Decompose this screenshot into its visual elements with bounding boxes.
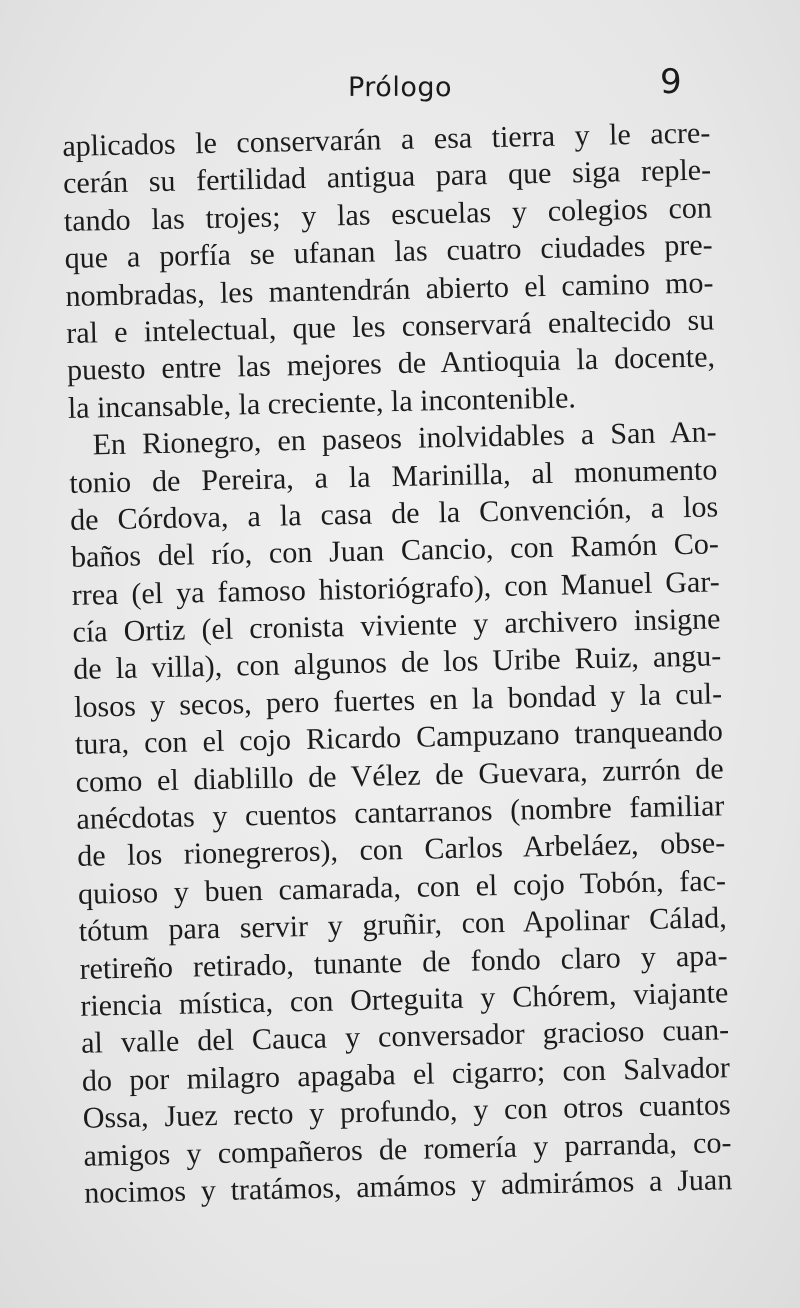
text-line: anécdotas y cuentos cantarranos (nombre familiar — [76, 789, 725, 836]
text-line: amigos y compañeros de romería y parranda, co- — [83, 1125, 732, 1173]
text-line: losos y secos, pero fuertes en la bondad y la cul- — [73, 677, 723, 724]
running-header: Prólogo — [347, 72, 452, 103]
text-line: aplicados le conservarán a esa tierra y le acre- — [62, 116, 711, 163]
text-line: de la villa), con algunos de los Uribe Ruiz, angu- — [73, 639, 722, 687]
text-line: ral e intelectual, que les conservará enaltecido su — [65, 303, 715, 350]
text-line: baños del río, con Juan Cancio, con Ramón Co- — [70, 527, 720, 575]
text-line: cía Ortiz (el cronista viviente y archivero insigne — [72, 602, 721, 649]
text-line: do por milagro apagaba el cigarro; con Salvador — [81, 1050, 731, 1098]
body-text — [62, 114, 733, 1212]
text-line: al valle del Cauca y conversador gracioso cuan- — [80, 1013, 730, 1061]
text-line: Ossa, Juez recto y profundo, y con otros cuantos — [82, 1088, 731, 1135]
text-line: de los rionegreros), con Carlos Arbeláez, obse- — [76, 826, 726, 874]
text-line: cerán su fertilidad antigua para que siga reple- — [62, 153, 712, 201]
text-line: riencia mística, con Orteguita y Chórem, viajante — [80, 976, 729, 1023]
text-line: de Córdova, a la casa de la Convención, a los — [69, 490, 719, 537]
text-line: En Rionegro, en paseos inolvidables a San An- — [92, 415, 717, 462]
text-line: tótum para servir y gruñir, con Apolinar Cálad, — [78, 901, 728, 949]
text-line: rrea (el ya famoso historiógrafo), con Manuel Gar- — [71, 565, 720, 612]
text-line: como el diablillo de Vélez de Guevara, zurrón de — [75, 751, 724, 799]
text-line: quioso y buen camarada, con el cojo Tobón, fac- — [77, 864, 727, 911]
text-line: la incansable, la creciente, la incontenible. — [67, 381, 577, 425]
text-line: nocimos y tratámos, amámos y admirámos a Juan — [83, 1163, 733, 1210]
text-line: puesto entre las mejores de Antioquia la docente, — [66, 340, 716, 388]
text-line: que a porfía se ufanan las cuatro ciudades pre- — [64, 228, 713, 276]
text-line: retireño retirado, tunante de fondo claro y apa- — [79, 938, 728, 986]
text-line: tura, con el cojo Ricardo Campuzano tranqueando — [74, 714, 724, 762]
text-line: tando las trojes; y las escuelas y colegios con — [63, 191, 713, 238]
text-line: tonio de Pereira, a la Marinilla, al monumento — [69, 452, 718, 500]
text-line: nombradas, les mantendrán abierto el camino mo- — [65, 265, 714, 313]
page-number: 9 — [660, 62, 682, 102]
